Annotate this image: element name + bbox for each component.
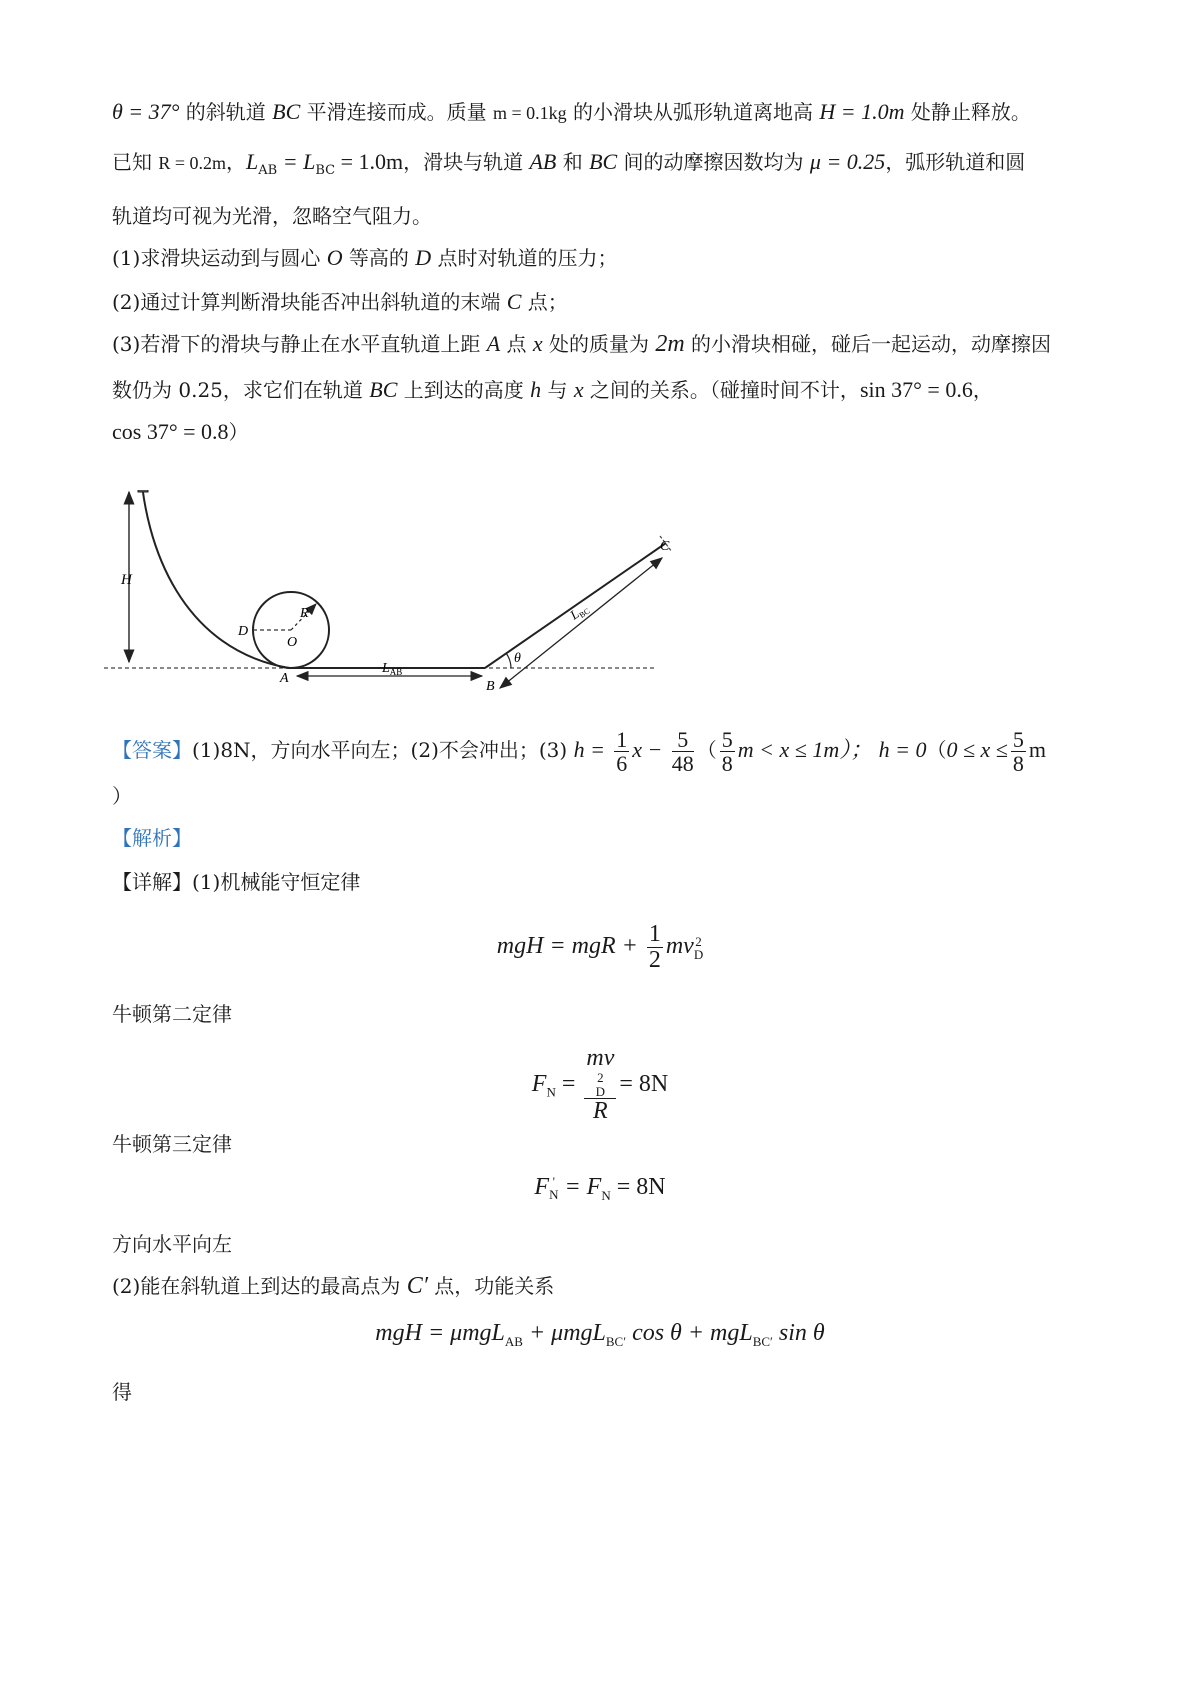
detail-line: 【详解】(1)机械能守恒定律 [112,870,361,894]
label-theta: θ [514,651,521,666]
answer-line: 【答案】(1)8N，方向水平向左；(2)不会冲出；(3) h = $\frac{1}{6}$ x − $\frac{5}{48}$ （ $\frac{5}{8}$ m < x ≤ 1m）； h = 0（0 ≤ x ≤ $\frac{5}{8}$ m [112,727,1047,777]
fraction-mv2-R: mv 2 D R [586,1045,615,1125]
friction-coefficient: μ = 0.25 [809,149,886,174]
result-de: 得 [112,1380,132,1404]
equation-reaction-force: F ' N = $F_N = 8N$ [534,1174,666,1203]
label-LBC: $L_{BC}$ [567,606,592,623]
incline-track-BC [485,543,666,668]
equation-energy: mgH = mgR + $\frac{1}{2}$ mv 2 D [496,921,704,974]
question-1: (1)求滑块运动到与圆心 O 等高的 D 点时对轨道的压力； [112,245,618,270]
fraction-1-6: $\frac{1}{6}$ [616,727,628,777]
detail-tag: 【详解】 [112,870,192,894]
question-3: (3)若滑下的滑块与静止在水平直轨道上距 A 点 x 处的质量为 2m 的小滑块相碰，碰后一起运动，动摩擦因 [112,331,1052,357]
slider-block [138,490,148,492]
answer-tag: 【答案】 [112,738,192,763]
equation-normal-force: $F_N$ = mv 2 D R = 8N [531,1045,669,1125]
label-O: O [287,635,298,650]
theta-value: θ = 37° [112,99,180,124]
angle-theta-arc [506,653,511,668]
newton-second-law: 牛顿第二定律 [112,1002,232,1026]
label-D: D [238,624,249,639]
fraction-5-8-a: $\frac{5}{8}$ [721,727,733,777]
part-2-intro: (2)能在斜轨道上到达的最高点为 C′ 点，功能关系 [112,1273,555,1299]
label-A: A [280,671,289,686]
problem-line-1: θ = 37° 的斜轨道 BC 平滑连接而成。质量 m = 0.1kg 的小滑块从弧形轨道离地高 H = 1.0m 处静止释放。 [112,99,1031,124]
label-R: R [300,606,309,621]
analysis-tag: 【解析】 [112,826,192,850]
label-H: H [121,572,132,588]
label-B: B [486,679,495,694]
height-value: H = 1.0m [819,99,905,124]
fraction-1-2: $\frac{1}{2}$ [648,921,661,974]
mass-value: m = 0.1kg [493,103,567,123]
problem-line-2: 已知 R = 0.2m，$L_{AB} = L_{BC} = 1.0m$，滑块与轨道 AB 和 BC 间的动摩擦因数均为 μ = 0.25，弧形轨道和圆 [112,149,1026,178]
newton-third-law: 牛顿第三定律 [112,1132,232,1156]
problem-line-3: 轨道均可视为光滑，忽略空气阻力。 [112,204,432,228]
track-diagram [104,490,744,750]
answer-close: ） [112,784,132,808]
question-3-line-3: cos 37° = 0.8） [112,419,249,444]
equation-work-energy: mgH = μmgL$_{AB}$ + μmgL$_{BC'}$ cos θ + mgL$_{BC'}$ sin θ [375,1320,825,1349]
fraction-5-48: $\frac{5}{48}$ [671,727,694,777]
label-C: C [660,539,670,554]
label-LAB: $L_{AB}$ [382,661,403,677]
question-3-line-2: 数仍为 0.25，求它们在轨道 BC 上到达的高度 h 与 x 之间的关系。（碰撞时间不计，sin 37° = 0.6， [112,377,993,402]
fraction-5-8-b: $\frac{5}{8}$ [1012,727,1024,777]
question-2: (2)通过计算判断滑块能否冲出斜轨道的末端 C 点； [112,289,568,314]
direction-text: 方向水平向左 [112,1232,232,1256]
arc-track [140,490,289,668]
